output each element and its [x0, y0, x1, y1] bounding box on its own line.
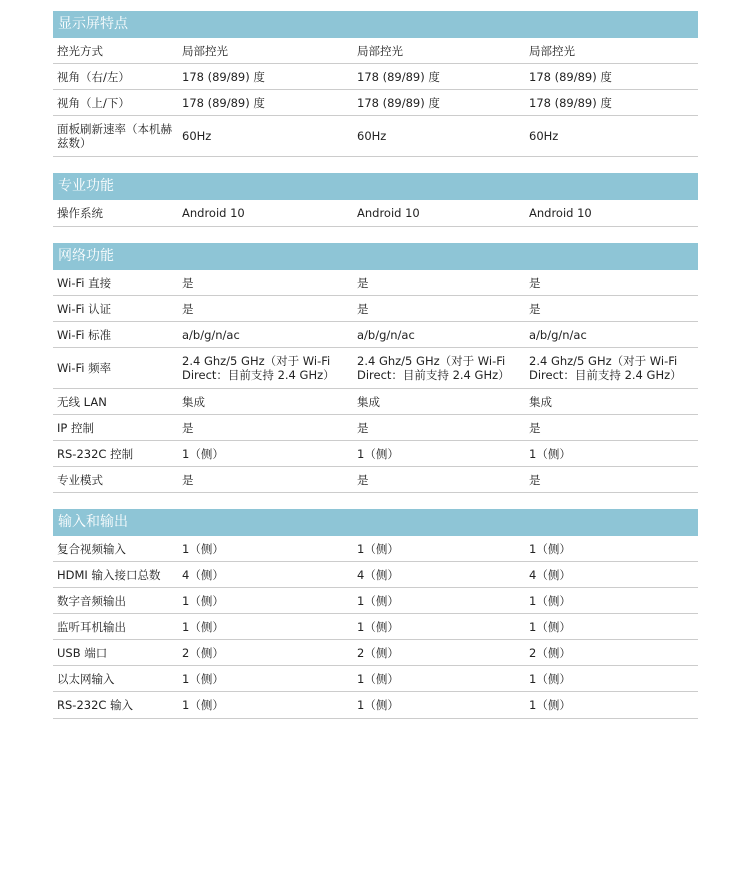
- row-value: 1（侧）: [529, 671, 571, 686]
- row-value: 1（侧）: [357, 619, 399, 634]
- row-value: 60Hz: [529, 129, 559, 143]
- row-value: 1（侧）: [357, 698, 399, 712]
- row-value: 2.4 Ghz/5 GHz（对于 Wi-Fi Direct：目前支持 2.4 GHz）: [182, 354, 335, 382]
- table-row: [53, 116, 698, 157]
- table-row: [53, 38, 698, 64]
- row-label: HDMI 输入接口总数: [57, 567, 161, 582]
- table-row: [53, 296, 698, 322]
- table-row: [53, 415, 698, 441]
- section-title: 输入和输出: [53, 509, 698, 536]
- row-label: 控光方式: [57, 43, 103, 58]
- spec-sheet: [53, 11, 698, 735]
- table-row: [53, 640, 698, 666]
- row-label: 操作系统: [57, 206, 103, 220]
- row-value: 集成: [182, 394, 205, 409]
- table-row: [53, 200, 698, 227]
- row-value: 1（侧）: [529, 446, 571, 461]
- table-row: [53, 322, 698, 348]
- row-value: 60Hz: [357, 129, 387, 143]
- row-value: 局部控光: [529, 43, 575, 58]
- section-title: 专业功能: [53, 173, 698, 200]
- row-value: 178 (89/89) 度: [529, 95, 612, 110]
- section-title: 显示屏特点: [53, 11, 698, 38]
- row-value: 1（侧）: [357, 541, 399, 556]
- row-value: a/b/g/n/ac: [357, 327, 415, 342]
- row-label: 以太网输入: [57, 671, 115, 686]
- section-professional: [53, 173, 698, 227]
- row-value: 是: [529, 275, 541, 290]
- row-value: Android 10: [182, 206, 245, 220]
- row-label: 数字音频输出: [57, 593, 126, 608]
- row-value: 是: [357, 275, 369, 290]
- row-label: 无线 LAN: [57, 394, 107, 409]
- table-row: [53, 389, 698, 415]
- row-value: 1（侧）: [182, 698, 224, 712]
- row-value: 是: [182, 275, 194, 290]
- row-value: 局部控光: [182, 43, 228, 58]
- table-row: [53, 90, 698, 116]
- row-value: Android 10: [357, 206, 420, 220]
- row-value: 1（侧）: [357, 593, 399, 608]
- row-value: 2.4 Ghz/5 GHz（对于 Wi-Fi Direct：目前支持 2.4 GHz）: [357, 354, 510, 382]
- table-row: [53, 588, 698, 614]
- section-display: [53, 11, 698, 157]
- row-value: 178 (89/89) 度: [357, 69, 440, 84]
- row-value: 是: [529, 301, 541, 316]
- row-label: 面板刷新速率（本机赫兹数）: [57, 122, 172, 150]
- table-row: [53, 270, 698, 296]
- row-value: 是: [182, 420, 194, 435]
- row-value: 1（侧）: [357, 446, 399, 461]
- table-row: [53, 562, 698, 588]
- row-value: 1（侧）: [182, 593, 224, 608]
- row-value: 2（侧）: [182, 645, 224, 660]
- row-label: 视角（上/下）: [57, 95, 130, 110]
- row-value: 是: [357, 472, 369, 487]
- row-value: 1（侧）: [182, 446, 224, 461]
- row-value: 集成: [529, 394, 552, 409]
- row-value: 178 (89/89) 度: [182, 95, 265, 110]
- row-label: RS-232C 输入: [57, 698, 134, 712]
- table-row: [53, 614, 698, 640]
- section-title: 网络功能: [53, 243, 698, 270]
- row-value: 是: [182, 301, 194, 316]
- row-value: 1（侧）: [529, 619, 571, 634]
- section-network: [53, 243, 698, 493]
- section-io: [53, 509, 698, 719]
- row-value: 是: [357, 301, 369, 316]
- row-label: RS-232C 控制: [57, 446, 134, 461]
- row-value: a/b/g/n/ac: [529, 327, 587, 342]
- row-label: 视角（右/左）: [57, 69, 130, 84]
- row-value: 178 (89/89) 度: [529, 69, 612, 84]
- row-value: 1（侧）: [529, 593, 571, 608]
- row-value: 局部控光: [357, 43, 403, 58]
- row-value: Android 10: [529, 206, 592, 220]
- row-value: 2.4 Ghz/5 GHz（对于 Wi-Fi Direct：目前支持 2.4 GHz）: [529, 354, 682, 382]
- table-row: [53, 666, 698, 692]
- row-value: 是: [357, 420, 369, 435]
- row-value: 是: [529, 472, 541, 487]
- row-label: USB 端口: [57, 645, 108, 660]
- row-label: Wi-Fi 标准: [57, 327, 112, 342]
- row-value: 1（侧）: [529, 698, 571, 712]
- row-label: 复合视频输入: [57, 541, 126, 556]
- row-value: 集成: [357, 394, 380, 409]
- row-value: 178 (89/89) 度: [182, 69, 265, 84]
- row-value: 4（侧）: [529, 567, 571, 582]
- row-value: 178 (89/89) 度: [357, 95, 440, 110]
- row-label: 监听耳机输出: [57, 619, 126, 634]
- row-value: 4（侧）: [182, 567, 224, 582]
- table-row: [53, 348, 698, 389]
- row-label: Wi-Fi 直接: [57, 275, 112, 290]
- row-value: 是: [529, 420, 541, 435]
- row-label: Wi-Fi 频率: [57, 361, 112, 375]
- row-value: 是: [182, 472, 194, 487]
- table-row: [53, 692, 698, 719]
- table-row: [53, 441, 698, 467]
- row-value: 2（侧）: [357, 645, 399, 660]
- table-row: [53, 467, 698, 493]
- row-value: 1（侧）: [182, 671, 224, 686]
- row-label: 专业模式: [57, 472, 103, 487]
- row-value: 2（侧）: [529, 645, 571, 660]
- row-value: 1（侧）: [182, 619, 224, 634]
- row-value: 1（侧）: [529, 541, 571, 556]
- row-label: Wi-Fi 认证: [57, 301, 112, 316]
- row-value: 4（侧）: [357, 567, 399, 582]
- row-label: IP 控制: [57, 420, 94, 435]
- row-value: 60Hz: [182, 129, 212, 143]
- table-row: [53, 536, 698, 562]
- row-value: a/b/g/n/ac: [182, 327, 240, 342]
- row-value: 1（侧）: [357, 671, 399, 686]
- row-value: 1（侧）: [182, 541, 224, 556]
- table-row: [53, 64, 698, 90]
